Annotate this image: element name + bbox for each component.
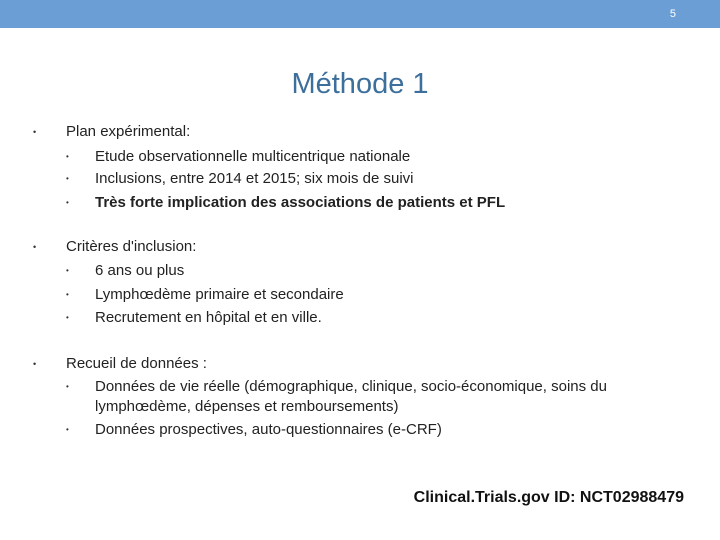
list-item: Données de vie réelle (démographique, clinique, socio-économique, soins du lymphœdème, dépenses et remboursements)	[95, 378, 607, 415]
list-item: Inclusions, entre 2014 et 2015; six mois de suivi	[95, 170, 414, 187]
list-item: 6 ans ou plus	[95, 262, 185, 279]
list-item: Recrutement en hôpital et en ville.	[95, 309, 322, 326]
list-item: Etude observationnelle multicentrique nationale	[95, 148, 411, 165]
clinical-trial-id: Clinical.Trials.gov ID: NCT02988479	[413, 489, 684, 506]
bullet-icon: •	[66, 174, 69, 183]
bullet-icon: •	[66, 425, 69, 434]
section-heading: Critères d'inclusion:	[66, 238, 197, 255]
list-item: Lymphœdème primaire et secondaire	[95, 286, 344, 303]
bullet-icon: •	[33, 242, 37, 252]
section-heading: Plan expérimental:	[66, 123, 191, 140]
bullet-icon: •	[66, 290, 69, 299]
bullet-icon: •	[66, 382, 69, 391]
section-heading: Recueil de données :	[66, 355, 207, 372]
list-item: Données prospectives, auto-questionnaires (e-CRF)	[95, 421, 442, 438]
bullet-icon: •	[66, 266, 69, 275]
bullet-icon: •	[66, 198, 69, 207]
header-bar	[0, 0, 720, 28]
slide-number: 5	[669, 8, 676, 20]
bullet-icon: •	[33, 359, 37, 369]
bullet-icon: •	[33, 127, 37, 137]
bullet-icon: •	[66, 313, 69, 322]
bullet-icon: •	[66, 152, 69, 161]
list-item: Très forte implication des associations de patients et PFL	[95, 194, 506, 211]
slide-title: Méthode 1	[291, 68, 429, 100]
